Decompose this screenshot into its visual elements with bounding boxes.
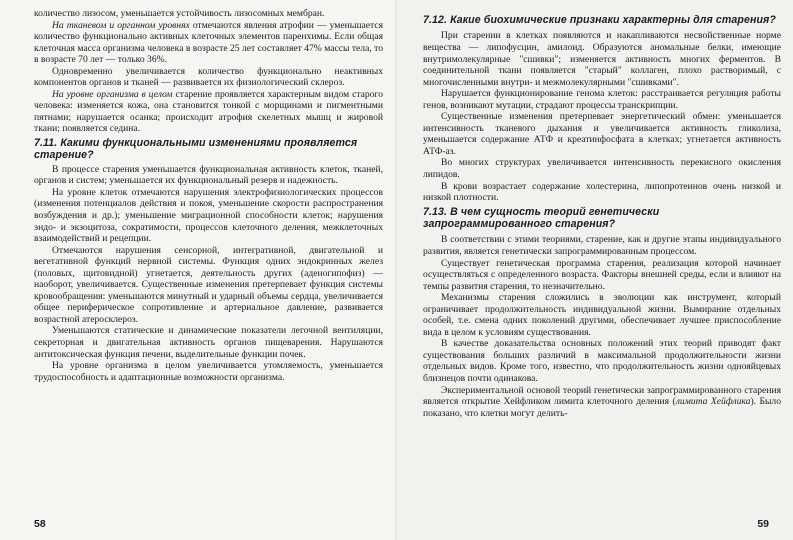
paragraph: На уровне организма в целом увеличивается утомляемость, уменьшается трудоспособность и адаптационные возможности организма. xyxy=(34,360,383,383)
paragraph-text: отмечаются явления атрофии — уменьшается количество функционально активных клеточных элементов паренхимы. Если общая клеточная масса организма человека в возрасте 25 лет составляет 47% массы тела, то в возрасте 70 лет — только 36%. xyxy=(34,19,383,66)
paragraph xyxy=(423,385,781,420)
paragraph-text: ). Было показано, что клетки могут делить- xyxy=(423,396,782,419)
emphasis: На тканевом и органном уровнях xyxy=(52,19,190,31)
emphasis: На уровне организма в целом xyxy=(52,88,173,100)
page-number: 59 xyxy=(757,518,769,530)
paragraph: В процессе старения уменьшается функциональная активность клеток, тканей, органов и систем; уменьшается их функциональный резерв и надежность. xyxy=(34,163,383,187)
paragraph: При старении в клетках появляются и накапливаются несвойственные норме вещества — липофусцин, амилоид. Образуются аномальные белки, имеющие внутримолекулярные "сшивки"; изменяется активность многих ферментов. В соединительной ткани появляется "старый" коллаген, плохо растворимый, с многочисленными внутри- и межмолекулярными "сшивками". xyxy=(423,30,781,88)
paragraph: количество лизосом, уменьшается устойчивость лизосомных мембран. xyxy=(34,8,325,19)
right-page xyxy=(397,0,793,540)
paragraph: Механизмы старения сложились в эволюции как инструмент, который ограничивает продолжительность индивидуальной жизни. Вымирание отдельных особей, т.е. смена одних поколений другими, обеспечивает лучшее приспособление вида в целом к условиям существования. xyxy=(423,292,781,338)
paragraph: Существует генетическая программа старения, реализация которой начинает осуществляться с определенного возраста. Факторы внешней среды, если и влияют на темпы развития старения, то незначительно. xyxy=(423,257,781,292)
paragraph: Одновременно увеличивается количество функционально неактивных компонентов органов и тканей — развивается их физиологический склероз. xyxy=(34,65,383,89)
paragraph-text: старение проявляется характерным видом старого человека: изменяется кожа, она становится тонкой с морщинами и пигментными пятнами; нарушается осанка; происходит атрофия скелетных мышц и жировой ткани; появляется седина. xyxy=(34,88,383,135)
section-heading-7-13: 7.13. В чем сущность теорий генетически запрограммированного старения? xyxy=(423,205,660,231)
paragraph: На уровне клеток отмечаются нарушения электрофизиологических процессов (изменения потенциалов действия и покоя, уменьшение скорости распространения возбуждения и др.); уменьшение миграционной способности клеток; нарушения эндо- и экзоцитоза, сократимости, процессов клеточного деления, межклеточных взаимодействий и рецепции. xyxy=(34,186,383,245)
paragraph: Во многих структурах увеличивается интенсивность перекисного окисления липидов. xyxy=(423,157,781,180)
paragraph: Нарушается функционирование генома клеток: расстраивается регуляция работы генов, возникают мутации, страдают процессы транскрипции. xyxy=(423,88,781,111)
paragraph xyxy=(34,89,383,135)
paragraph xyxy=(34,20,383,66)
paragraph: В качестве доказательства основных положений этих теорий приводят факт существования больших различий в максимальной продолжительности жизни отдельных видов. Кроме того, известно, что продолжительность жизни однояйцевых близнецов почти одинакова. xyxy=(423,338,781,384)
emphasis: лимита Хейфлика xyxy=(675,396,751,408)
paragraph: Отмечаются нарушения сенсорной, интегративной, двигательной и вегетативной функций нервной системы. Функция одних эндокринных желез (половых, щитовидной) угнетается, деятельность других (аденогипофиз) — наоборот, увеличивается. Существенные изменения претерпевает функция системы кровообращения: уменьшаются минутный и ударный объемы сердца, увеличивается общее периферическое сопротивление и артериальное давление, развивается возрастной атеросклероз. xyxy=(34,244,383,325)
paragraph: Уменьшаются статические и динамические показатели легочной вентиляции, секреторная и двигательная активность органов пищеварения. Нарушаются антитоксическая функция печени, выделительные функции почек. xyxy=(34,325,383,360)
section-heading-7-12: 7.12. Какие биохимические признаки характерны для старения? xyxy=(423,14,776,26)
paragraph: В соответствии с этими теориями, старение, как и другие этапы индивидуального развития, является генетически запрограммированным процессом. xyxy=(423,234,781,257)
paragraph: В крови возрастает содержание холестерина, липопротеинов очень низкой и низкой плотности. xyxy=(423,180,781,204)
paragraph: Существенные изменения претерпевает энергетический обмен: уменьшается интенсивность тканевого дыхания и увеличивается активность гликолиза, уменьшается содержание АТФ и креатинфосфата в клетках; угнетается активность АТФ-аз. xyxy=(423,111,781,157)
page-number: 58 xyxy=(34,518,46,530)
section-heading-7-11: 7.11. Какими функциональными изменениями проявляется старение? xyxy=(34,137,358,162)
paragraph-text: Экспериментальной основой теорий генетически запрограммированного старения является открытие Хейфликом лимита клеточного деления ( xyxy=(423,384,781,408)
